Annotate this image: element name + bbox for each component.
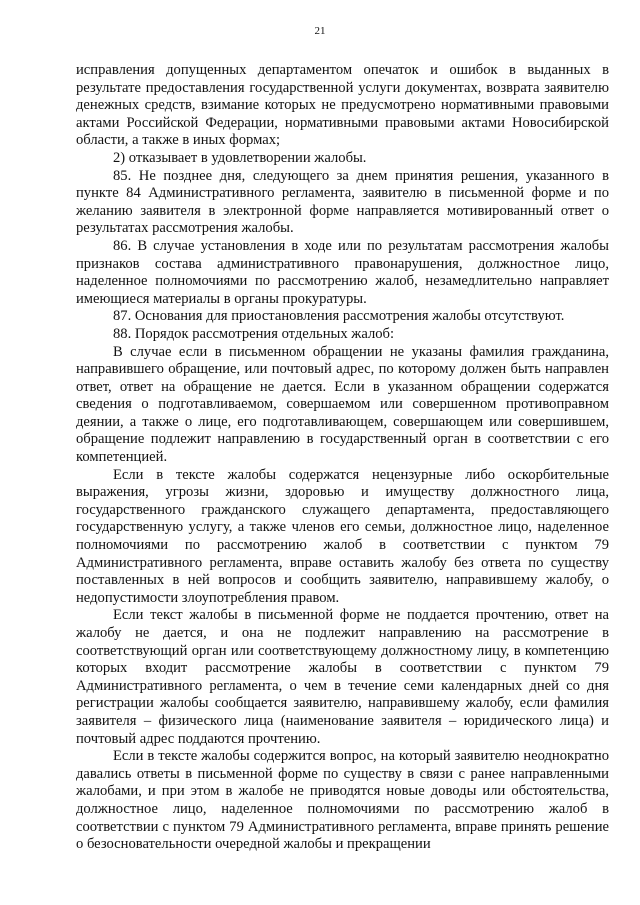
paragraph-88: 88. Порядок рассмотрения отдельных жалоб: bbox=[113, 325, 395, 342]
paragraph-repeated-question: Если в тексте жалобы содержится вопрос, на который заявителю неоднократно давались ответы в письменной форме по существу в связи с ранее направленными жалобами, и при этом в жалобе не приводятся новые доводы или обстоятельства, должностное лицо, наделенное полномочиями по рассмотрению жалоб в соответствии с пунктом 79 Административного регламента, вправе принять решение о безосновательности очередной жалобы и прекращении bbox=[76, 748, 609, 853]
paragraph-no-name-or-address: В случае если в письменном обращении не указаны фамилия гражданина, направившего обращение, или почтовый адрес, по которому должен быть направлен ответ, ответ на обращение не дается. Если в указанном обращении содержатся сведения о подготавливаемом, совершаемом или совершенном противоправном деянии, а также о лице, его подготавливающем, совершающем или совершившем, обращение подлежит направлению в государственный орган в соответствии с его компетенцией. bbox=[76, 343, 609, 466]
paragraph-86: 86. В случае установления в ходе или по результатам рассмотрения жалобы признаков состава административного правонарушения, должностное лицо, наделенное полномочиями по рассмотрению жалоб, незамедлительно направляет имеющиеся материалы в органы прокуратуры. bbox=[76, 237, 609, 307]
page-number: 21 bbox=[314, 25, 326, 37]
paragraph-obscene-language: Если в тексте жалобы содержатся нецензурные либо оскорбительные выражения, угрозы жизни, здоровью и имуществу должностного лица, государственного гражданского служащего департамента, предоставляющего государственную услугу, а также членов его семьи, должностное лицо, наделенное полномочиями по рассмотрению жалоб в соответствии с пунктом 79 Административного регламента, вправе оставить жалобу без ответа по существу поставленных в ней вопросов и сообщить заявителю, направившему жалобу, о недопустимости злоупотребления правом. bbox=[76, 466, 609, 606]
paragraph-87: 87. Основания для приостановления рассмотрения жалобы отсутствуют. bbox=[113, 308, 565, 325]
paragraph-item-2: 2) отказывает в удовлетворении жалобы. bbox=[113, 149, 367, 166]
paragraph-continuation: исправления допущенных департаментом опечаток и ошибок в выданных в результате предоставления государственной услуги документах, возврата заявителю денежных средств, взимание которых не предусмотрено нормативными правовыми актами Российской Федерации, нормативными правовыми актами Новосибирской области, а также в иных формах; bbox=[76, 62, 609, 149]
paragraph-85: 85. Не позднее дня, следующего за днем принятия решения, указанного в пункте 84 Административного регламента, заявителю в письменной форме и по желанию заявителя в электронной форме направляется мотивированный ответ о результатах рассмотрения жалобы. bbox=[76, 167, 609, 237]
paragraph-illegible-text: Если текст жалобы в письменной форме не поддается прочтению, ответ на жалобу не дается, и она не подлежит направлению на рассмотрение в соответствующий орган или соответствующему должностному лицу, в компетенцию которых входит рассмотрение жалобы в соответствии с пунктом 79 Административного регламента, о чем в течение семи календарных дней со дня регистрации жалобы сообщается заявителю, направившему жалобу, если фамилия заявителя – физического лица (наименование заявителя – юридического лица) и почтовый адрес поддаются прочтению. bbox=[76, 607, 609, 747]
document-body bbox=[76, 62, 609, 854]
